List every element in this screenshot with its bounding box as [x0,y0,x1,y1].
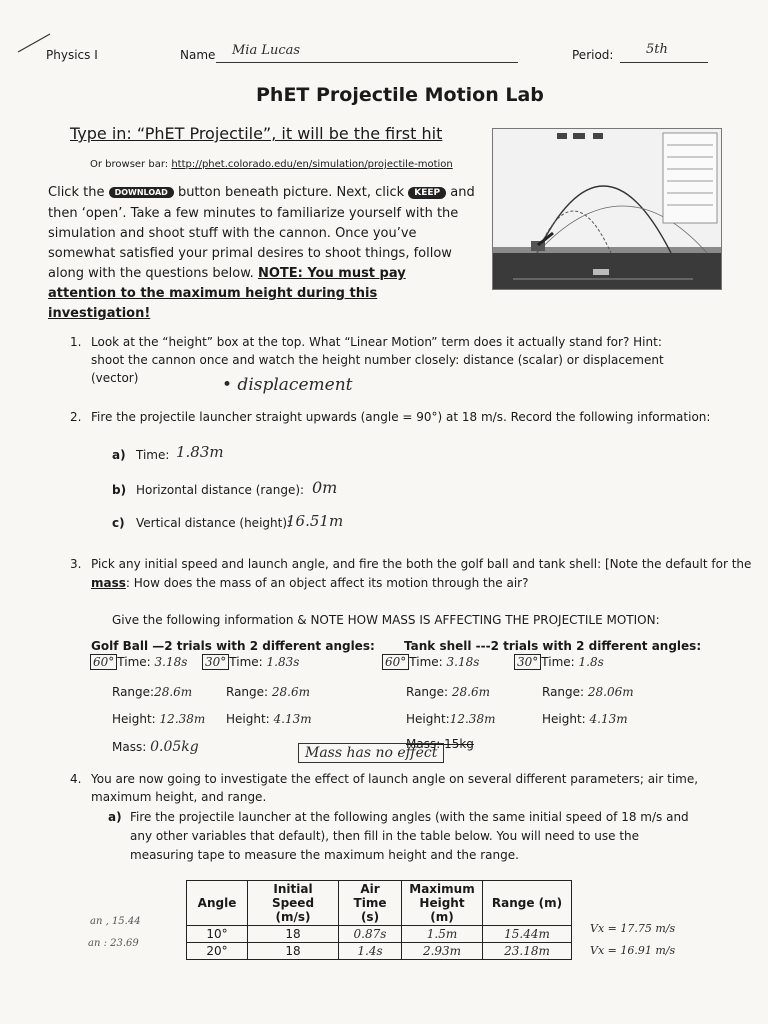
table-cell: 1.4s [339,943,402,960]
velocity-note: Vx = 16.91 m/s [590,944,676,957]
mass-effect-note: Mass has no effect [298,743,444,763]
click-instruction-line: Click the DOWNLOAD button beneath picture. Next, click KEEP and [48,185,475,200]
q1-text: Look at the “height” box at the top. What “Linear Motion” term does it actually stand for? Hint: shoot the cannon once and watch the height number closely: distance (scalar) or displacement (vector) [91,335,664,385]
type-in-heading: Type in: “PhET Projectile”, it will be the first hit [70,124,443,143]
tank-trial2-time: 30° Time: 1.8s [514,655,604,669]
period-label: Period: [572,48,614,62]
q3-text-line2: mass: How does the mass of an object affect its motion through the air? [91,576,529,590]
instructions-body: then ‘open’. Take a few minutes to familiarize yourself with the simulation and shoot stuff with the cannon. Once you’ve somewhat satisfied your primal desires to shoot things, follow along with the questions below. NOTE: You must pay attention to the maximum height during this investigation! [48,206,459,321]
q2a-text: Time: [136,448,170,462]
simulation-url-link[interactable]: http://phet.colorado.edu/en/simulation/projectile-motion [171,159,453,170]
table-row [187,943,572,960]
q3-text-line1: Pick any initial speed and launch angle, and fire the both the golf ball and tank shell: [Note the default for the [91,557,752,571]
tank-trial1-angle: 60° [382,654,409,670]
q4-text: You are now going to investigate the effect of launch angle on several different parameters; air time, maximum height, and range. [91,772,699,804]
golf-trial2-range: Range: 28.6m [226,685,311,699]
table-header: Air Time (s) [339,881,402,926]
tank-trial2-height: Height: 4.13m [542,712,628,726]
golf-trial2-height: Height: 4.13m [226,712,312,726]
table-cell: 1.5m [402,926,483,943]
table-cell: 2.93m [402,943,483,960]
table-cell: 18 [248,943,339,960]
q2b-text: Horizontal distance (range): [136,483,305,497]
tank-trial1-height: Height:12.38m [406,712,496,726]
table-header: Range (m) [483,881,572,926]
golf-trial1-height: Height: 12.38m [112,712,206,726]
simulation-screenshot [492,128,722,290]
q2c-text: Vertical distance (height): [136,516,292,530]
margin-note: an , 15.44 [90,916,141,927]
course-label: Physics I [46,48,98,62]
table-header: Initial Speed (m/s) [248,881,339,926]
margin-note: an : 23.69 [88,938,139,949]
golf-trial1-angle: 60° [90,654,117,670]
q3-number: 3. [70,557,82,571]
table-header-row [187,881,572,926]
keep-chip: KEEP [408,187,446,199]
q2-text: Fire the projectile launcher straight upwards (angle = 90°) at 18 m/s. Record the following information: [91,410,711,424]
browser-bar-line: Or browser bar: http://phet.colorado.edu/en/simulation/projectile-motion [90,159,453,170]
tank-trial2-range: Range: 28.06m [542,685,634,699]
angle-data-table [186,880,572,960]
period-value: 5th [646,42,668,57]
tank-trial2-angle: 30° [514,654,541,670]
name-value: Mia Lucas [232,43,301,58]
velocity-note: Vx = 17.75 m/s [590,922,676,935]
tank-mass: Mass: 15kg [406,737,474,751]
q2a-label: a) [112,448,126,462]
table-header: Maximum Height (m) [402,881,483,926]
tank-heading: Tank shell ---2 trials with 2 different angles: [404,639,702,653]
q3-prompt: Give the following information & NOTE HOW MASS IS AFFECTING THE PROJECTILE MOTION: [112,613,660,627]
q2-number: 2. [70,410,82,424]
golf-mass: Mass: 0.05kg [112,739,199,755]
q4a-label: a) [108,810,122,824]
golf-trial2-angle: 30° [202,654,229,670]
golf-trial1-range: Range:28.6m [112,685,193,699]
name-label: Name [180,48,216,62]
table-cell: 10° [187,926,248,943]
table-row [187,926,572,943]
tank-trial1-time: 60° Time: 3.18s [382,655,479,669]
table-cell: 23.18m [483,943,572,960]
q2a-value: 1.83m [176,443,224,461]
q2c-value: 16.51m [286,512,344,530]
max-height-note: NOTE: You must pay attention to the maximum height during this investigation! [48,266,406,321]
golf-heading: Golf Ball —2 trials with 2 different angles: [91,639,375,653]
q2b-label: b) [112,483,127,497]
tank-trial1-range: Range: 28.6m [406,685,491,699]
table-cell: 18 [248,926,339,943]
table-cell: 15.44m [483,926,572,943]
table-cell: 0.87s [339,926,402,943]
q1-number: 1. [70,335,82,349]
q2c-label: c) [112,516,125,530]
q4a-text: Fire the projectile launcher at the following angles (with the same initial speed of 18 m/s and any other variables that default), then fill in the table below. You will need to use the measuring tape to measure the maximum height and the range. [130,810,689,862]
table-header: Angle [187,881,248,926]
golf-trial2-time: 30° Time: 1.83s [202,655,299,669]
q4-number: 4. [70,772,82,786]
page-title: PhET Projectile Motion Lab [256,84,544,106]
q2b-value: 0m [312,478,338,497]
table-cell: 20° [187,943,248,960]
q1-answer: • displacement [222,375,353,395]
download-chip: DOWNLOAD [109,187,174,198]
golf-trial1-time: 60° Time: 3.18s [90,655,187,669]
